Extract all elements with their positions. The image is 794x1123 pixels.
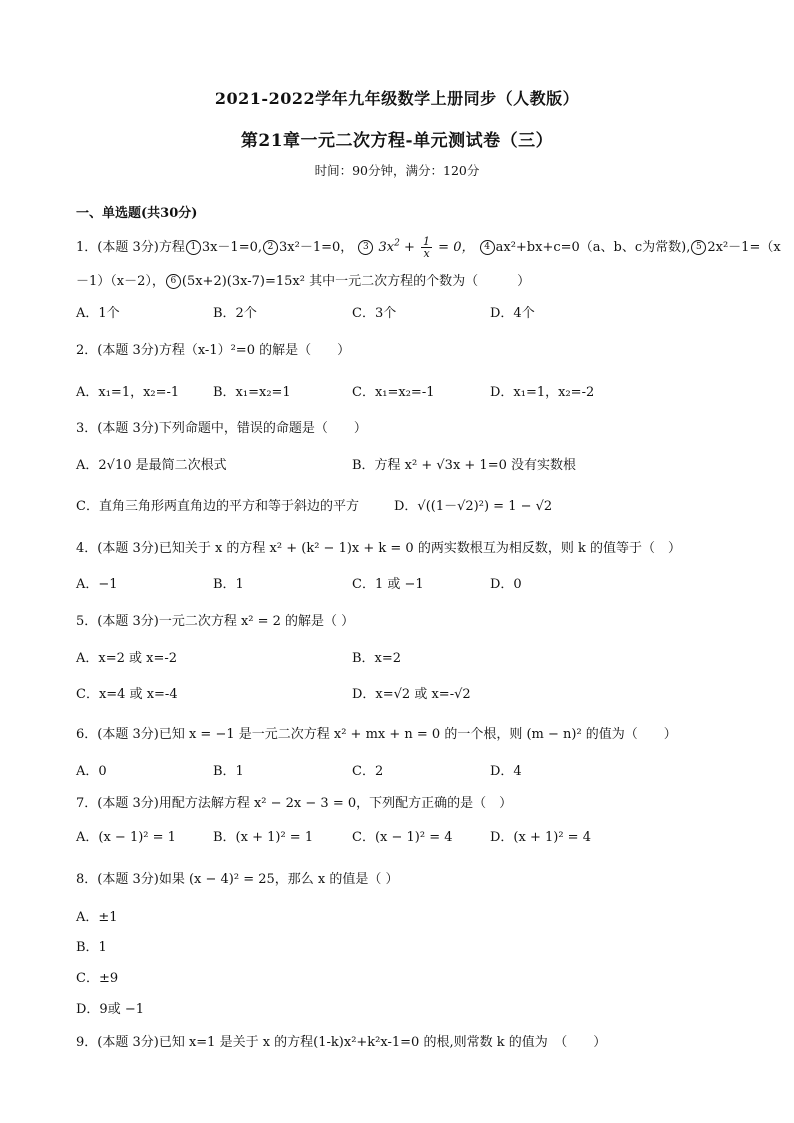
q1-part3-math: $3x^2$ + $\frac{1}{x}$ = 0， xyxy=(378,235,475,260)
q1-part2: 3x²－1=0， xyxy=(279,240,354,255)
q3-option-c[interactable]: C．直角三角形两直角边的平方和等于斜边的平方 xyxy=(76,499,359,514)
circled-1-icon: 1 xyxy=(186,240,201,255)
section-heading: 一、单选题(共30分) xyxy=(76,206,198,221)
question-2-stem: 2．(本题 3分)方程（x-1）²=0 的解是（ ） xyxy=(76,343,351,358)
q8-option-c[interactable]: C．±9 xyxy=(76,971,119,986)
q2-option-d[interactable]: D．x₁=1，x₂=-2 xyxy=(490,385,595,400)
question-7-stem: 7．(本题 3分)用配方法解方程 x² − 2x − 3 = 0，下列配方正确的是（ ） xyxy=(76,796,513,811)
q2-option-a[interactable]: A．x₁=1，x₂=-1 xyxy=(76,385,180,400)
q8-option-b[interactable]: B．1 xyxy=(76,940,107,955)
q7-option-b[interactable]: B．(x + 1)² = 1 xyxy=(213,830,314,845)
q4-option-a[interactable]: A．−1 xyxy=(76,577,118,592)
q2-option-b[interactable]: B．x₁=x₂=1 xyxy=(213,385,291,400)
question-1-stem xyxy=(76,236,781,259)
q5-option-a[interactable]: A．x=2 或 x=-2 xyxy=(76,651,178,666)
question-8-stem: 8．(本题 3分)如果 (x − 4)² = 25，那么 x 的值是（ ） xyxy=(76,872,399,887)
exam-subtitle: 第21章一元二次方程-单元测试卷（三） xyxy=(240,131,554,151)
q7-option-c[interactable]: C．(x − 1)² = 4 xyxy=(352,830,453,845)
q1-line2: －1）（x－2）， xyxy=(76,274,165,289)
q1-option-d[interactable]: D．4个 xyxy=(490,306,535,321)
circled-3-icon: 3 xyxy=(358,240,373,255)
question-3-stem: 3．(本题 3分)下列命题中，错误的命题是（ ） xyxy=(76,421,367,436)
q4-option-d[interactable]: D．0 xyxy=(490,577,522,592)
circled-5-icon: 5 xyxy=(691,240,706,255)
q5-option-c[interactable]: C．x=4 或 x=-4 xyxy=(76,687,178,702)
q6-option-b[interactable]: B．1 xyxy=(213,764,244,779)
q4-option-b[interactable]: B．1 xyxy=(213,577,244,592)
exam-meta: 时间：90分钟，满分：120分 xyxy=(314,163,480,178)
q1-part6: (5x+2)(3x-7)=15x² 其中一元二次方程的个数为（ ） xyxy=(181,274,531,289)
q1-option-a[interactable]: A．1个 xyxy=(76,306,120,321)
circled-6-icon: 6 xyxy=(166,274,181,289)
q1-part1: 3x－1=0, xyxy=(201,240,262,255)
q2-option-c[interactable]: C．x₁=x₂=-1 xyxy=(352,385,435,400)
q8-option-d[interactable]: D．9或 −1 xyxy=(76,1002,144,1017)
q6-option-d[interactable]: D．4 xyxy=(490,764,522,779)
q7-option-d[interactable]: D．(x + 1)² = 4 xyxy=(490,830,591,845)
question-1-stem-line2 xyxy=(76,270,530,289)
circled-4-icon: 4 xyxy=(480,240,495,255)
q3-option-b[interactable]: B．方程 x² + √3x + 1=0 没有实数根 xyxy=(352,458,576,473)
question-9-stem: 9．(本题 3分)已知 x=1 是关于 x 的方程(1-k)x²+k²x-1=0 的根,则常数 k 的值为 （ ） xyxy=(76,1035,607,1050)
q3-option-a[interactable]: A．2√10 是最简二次根式 xyxy=(76,458,227,473)
q1-part4: ax²+bx+c=0（a、b、c为常数), xyxy=(495,240,691,255)
question-4-stem: 4．(本题 3分)已知关于 x 的方程 x² + (k² − 1)x + k = 0 的两实数根互为相反数，则 k 的值等于（ ） xyxy=(76,541,681,556)
question-6-stem: 6．(本题 3分)已知 x = −1 是一元二次方程 x² + mx + n = 0 的一个根，则 (m − n)² 的值为（ ） xyxy=(76,727,677,742)
q8-option-a[interactable]: A．±1 xyxy=(76,910,118,925)
q5-option-d[interactable]: D．x=√2 或 x=-√2 xyxy=(352,687,471,702)
q7-option-a[interactable]: A．(x − 1)² = 1 xyxy=(76,830,176,845)
q1-part5: 2x²－1=（x xyxy=(707,240,781,255)
q1-prefix: 1．(本题 3分)方程 xyxy=(76,240,185,255)
question-5-stem: 5．(本题 3分)一元二次方程 x² = 2 的解是（ ） xyxy=(76,614,355,629)
q4-option-c[interactable]: C．1 或 −1 xyxy=(352,577,424,592)
q3-option-d[interactable]: D．√((1－√2)²) = 1 − √2 xyxy=(394,499,553,514)
q1-option-c[interactable]: C．3个 xyxy=(352,306,397,321)
q6-option-c[interactable]: C．2 xyxy=(352,764,384,779)
exam-title: 2021-2022学年九年级数学上册同步（人教版） xyxy=(214,89,580,108)
circled-2-icon: 2 xyxy=(263,240,278,255)
q1-option-b[interactable]: B．2个 xyxy=(213,306,257,321)
q5-option-b[interactable]: B．x=2 xyxy=(352,651,402,666)
q6-option-a[interactable]: A．0 xyxy=(76,764,107,779)
